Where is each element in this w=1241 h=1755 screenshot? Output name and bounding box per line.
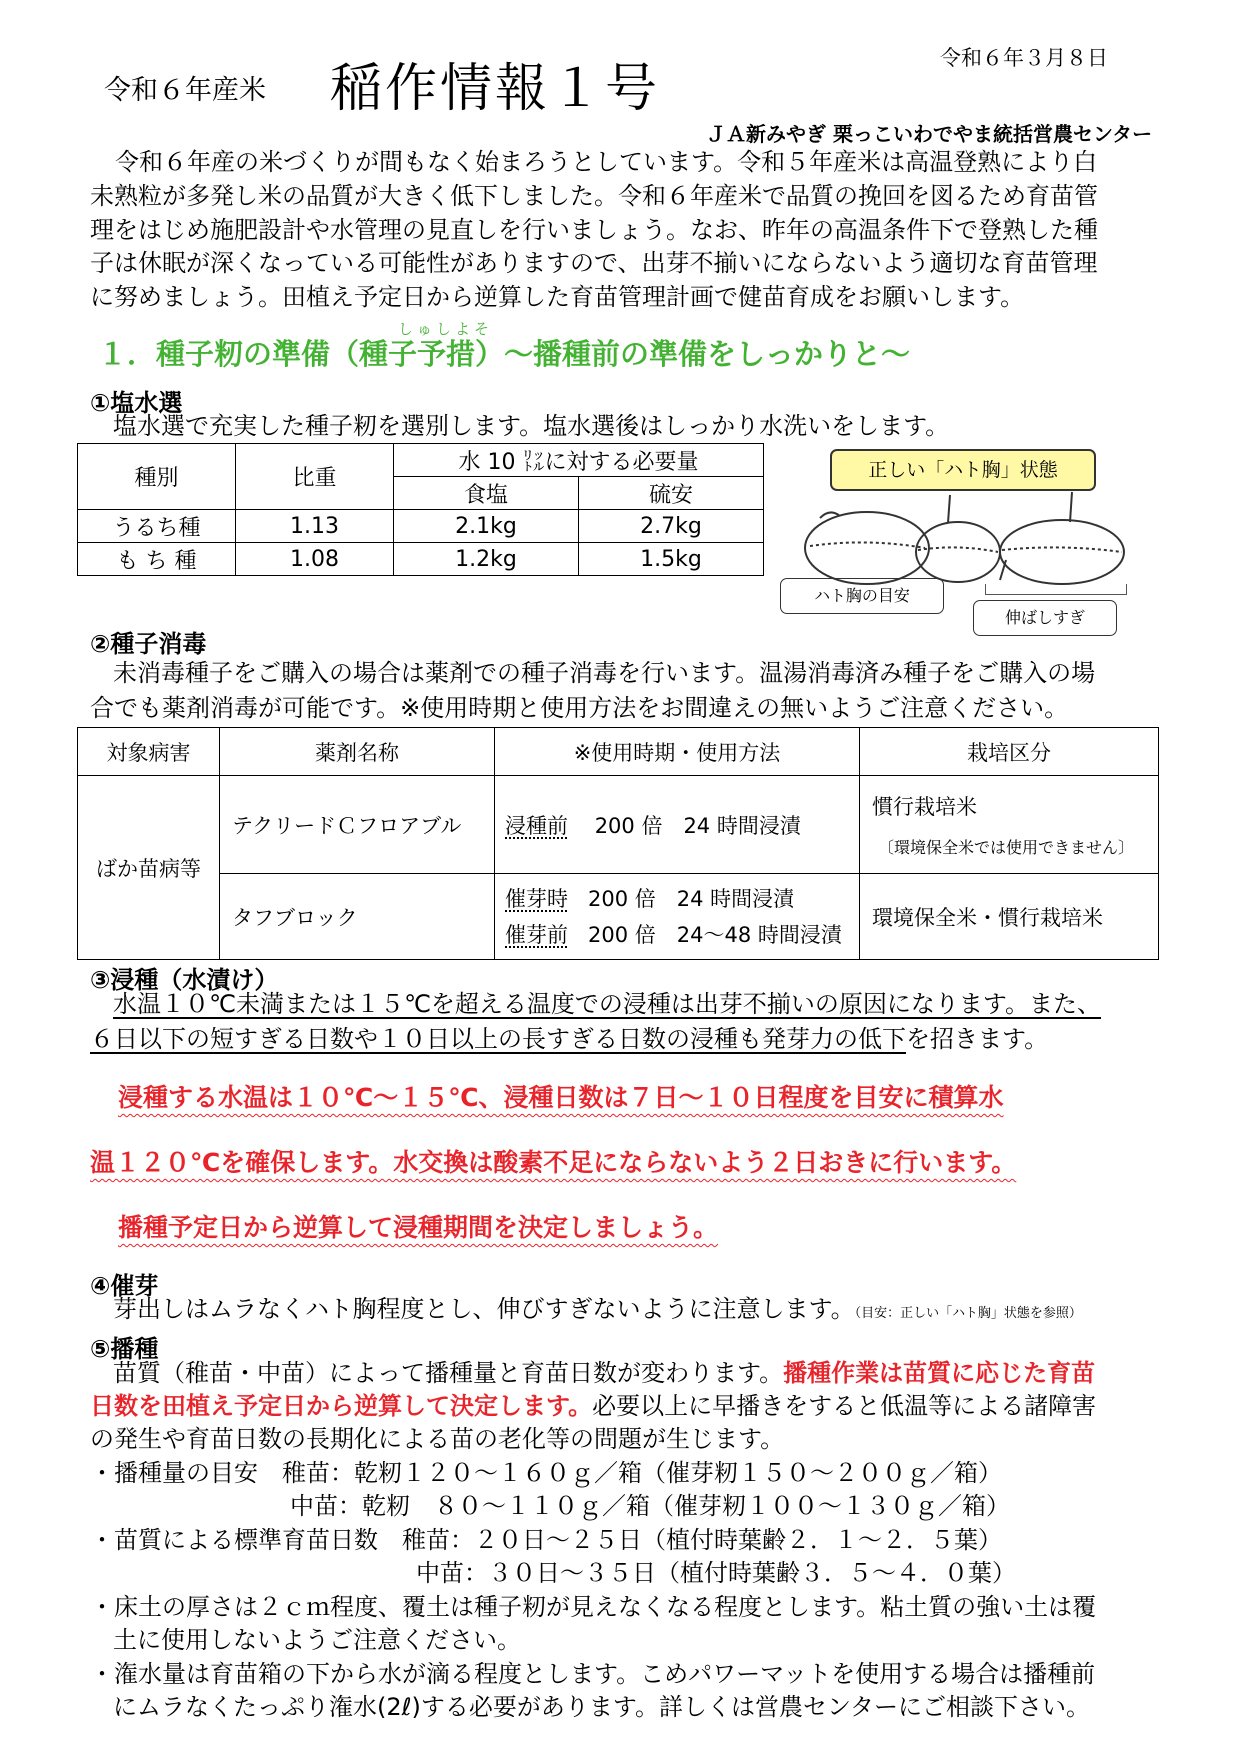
- sowing-text: 苗質（稚苗・中苗）によって播種量と育苗日数が変わります。: [113, 1359, 784, 1387]
- col-type: 種別: [78, 444, 236, 510]
- category-note: 〔環境保全米では使用できません〕: [878, 838, 1135, 857]
- sowing-emphasis: 播種作業は苗質に応じた育苗: [783, 1359, 1096, 1387]
- table-row: [78, 543, 764, 576]
- sowing-emphasis: 日数を田植え予定日から逆算して決定します。: [90, 1392, 593, 1420]
- soak-line-underlined: ６日以下の短すぎる日数や１０日以上の長すぎる日数の浸種も発芽力の低下: [90, 1025, 906, 1053]
- sowing-text: 必要以上に早播きをすると低温等による諸障害: [592, 1392, 1097, 1420]
- cell-disease: ばか苗病等: [78, 776, 220, 960]
- sowing-bullet: 土に使用しないようご注意ください。: [113, 1626, 521, 1654]
- soak-emphasis: 温１２０℃を確保します。水交換は酸素不足にならないよう２日おきに行います。: [90, 1148, 1017, 1177]
- col-ammonium: 硫安: [578, 477, 763, 510]
- disinfect-heading: ②種子消毒: [90, 630, 207, 658]
- salt-text: 塩水選で充実した種子籾を選別します。塩水選後はしっかり水洗いをします。: [113, 412, 950, 440]
- cell-ammonium: 2.7kg: [578, 510, 763, 543]
- salt-heading: ①塩水選: [90, 389, 183, 417]
- year-label: 令和６年産米: [104, 75, 266, 106]
- usage-method: 200 倍 24～48 時間浸漬: [588, 922, 842, 947]
- col-gravity: 比重: [236, 444, 394, 510]
- sowing-bullet: ・播種量の目安 稚苗：乾籾１２０～１６０ｇ／箱（催芽籾１５０～２００ｇ／箱）: [90, 1459, 1002, 1487]
- sowing-line: [90, 1390, 1096, 1423]
- cell-usage: [495, 874, 860, 960]
- figure-label-hato: ハト胸の目安: [780, 578, 944, 614]
- timing-label: 催芽時: [505, 886, 568, 911]
- category-label: 慣行栽培米: [872, 795, 977, 819]
- sowing-line: [113, 1357, 1095, 1390]
- sowing-heading: ⑤播種: [90, 1335, 159, 1363]
- table-row: [78, 874, 1159, 960]
- timing-label: 浸種前: [505, 813, 568, 838]
- soak-emphasis: 浸種する水温は１０℃～１５℃、浸種日数は７日～１０日程度を目安に積算水: [118, 1083, 1004, 1112]
- table-row: [78, 776, 1159, 874]
- cell-category: 環境保全米・慣行栽培米: [860, 874, 1159, 960]
- intro-line: 理をはじめ施肥設計や水管理の見直しを行いましょう。なお、昨年の高温条件下で登熟した種: [90, 216, 1098, 244]
- salt-table: [77, 443, 764, 576]
- soak-emphasis: 播種予定日から逆算して浸種期間を決定しましょう。: [118, 1213, 719, 1242]
- soak-line: [90, 1023, 1048, 1056]
- sprout-note: （目安：正しい「ハト胸」状態を参照）: [854, 1306, 1082, 1321]
- cell-salt: 1.2kg: [394, 543, 579, 576]
- intro-line: 令和６年産の米づくりが間もなく始まろうとしています。令和５年産米は高温登熟により白: [115, 148, 1098, 176]
- cell-type: うるち種: [78, 510, 236, 543]
- sprout-heading: ④催芽: [90, 1272, 159, 1300]
- disinfect-text: 未消毒種子をご購入の場合は薬剤での種子消毒を行います。温湯消毒済み種子をご購入の場: [113, 659, 1096, 687]
- issue-date: 令和６年３月８日: [940, 46, 1108, 70]
- sowing-bullet: ・床土の厚さは２ｃｍ程度、覆土は種子籾が見えなくなる程度とします。粘土質の強い土は覆: [90, 1593, 1097, 1621]
- usage-method: 200 倍 24 時間浸漬: [588, 886, 795, 911]
- sowing-bullet: にムラなくたっぷり潅水(2ℓ)する必要があります。詳しくは営農センターにご相談下さい。: [113, 1693, 1091, 1721]
- col-usage: ※使用時期・使用方法: [495, 728, 860, 776]
- sowing-bullet: 中苗：乾籾 ８０～１１０ｇ／箱（催芽籾１００～１３０ｇ／箱）: [290, 1492, 1010, 1520]
- cell-category: [860, 776, 1159, 874]
- cell-ammonium: 1.5kg: [578, 543, 763, 576]
- col-need: 水 10 ㍑に対する必要量: [394, 444, 764, 477]
- timing-label: 催芽前: [505, 922, 568, 947]
- col-drug: 薬剤名称: [220, 728, 495, 776]
- organization: ＪＡ新みやぎ 栗っこいわでやま統括営農センター: [706, 122, 1153, 146]
- sprout-main: 芽出しはムラなくハト胸程度とし、伸びすぎないように注意します。: [113, 1295, 855, 1323]
- figure-label-overgrown: 伸ばしすぎ: [973, 600, 1117, 636]
- soak-line: 水温１０℃未満または１５℃を超える温度での浸種は出芽不揃いの原因になります。また、: [113, 990, 1101, 1018]
- col-salt: 食塩: [394, 477, 579, 510]
- sowing-line: の発生や育苗日数の長期化による苗の老化等の問題が生じます。: [90, 1425, 785, 1453]
- cell-gravity: 1.13: [236, 510, 394, 543]
- section-heading: １．種子籾の準備（種子予措）～播種前の準備をしっかりと～: [98, 337, 911, 371]
- cell-drug: タフブロック: [220, 874, 495, 960]
- sowing-bullet: 中苗：３０日～３５日（植付時葉齢３．５～４．０葉）: [416, 1559, 1016, 1587]
- soak-heading: ③浸種（水漬け）: [90, 966, 279, 994]
- col-disease: 対象病害: [78, 728, 220, 776]
- sowing-bullet: ・潅水量は育苗箱の下から水が滴る程度とします。こめパワーマットを使用する場合は播種前: [90, 1660, 1096, 1688]
- intro-line: 子は休眠が深くなっている可能性がありますので、出芽不揃いにならないよう適切な育苗管理: [90, 249, 1098, 277]
- col-category: 栽培区分: [860, 728, 1159, 776]
- table-row: [78, 510, 764, 543]
- usage-method: 200 倍 24 時間浸漬: [594, 813, 801, 838]
- cell-usage: [495, 776, 860, 874]
- intro-line: に努めましょう。田植え予定日から逆算した育苗管理計画で健苗育成をお願いします。: [90, 283, 1025, 311]
- sowing-bullet: ・苗質による標準育苗日数 稚苗：２０日～２５日（植付時葉齢２．１～２．５葉）: [90, 1526, 1002, 1554]
- soak-line-tail: を招きます。: [906, 1025, 1049, 1053]
- cell-drug: テクリードＣフロアブル: [220, 776, 495, 874]
- disinfect-table: [77, 727, 1159, 960]
- cell-type: も ち 種: [78, 543, 236, 576]
- figure-bracket: [985, 584, 1127, 595]
- intro-line: 未熟粒が多発し米の品質が大きく低下しました。令和６年産米で品質の挽回を図るため育苗管: [90, 182, 1098, 210]
- section-ruby: しゅしよそ: [398, 320, 494, 338]
- figure-title: 正しい「ハト胸」状態: [830, 449, 1096, 491]
- cell-salt: 2.1kg: [394, 510, 579, 543]
- disinfect-text: 合でも薬剤消毒が可能です。※使用時期と使用方法をお間違えの無いようご注意ください。: [90, 694, 1069, 722]
- cell-gravity: 1.08: [236, 543, 394, 576]
- page-title: 稲作情報１号: [330, 59, 661, 119]
- sprout-text: [113, 1293, 1082, 1330]
